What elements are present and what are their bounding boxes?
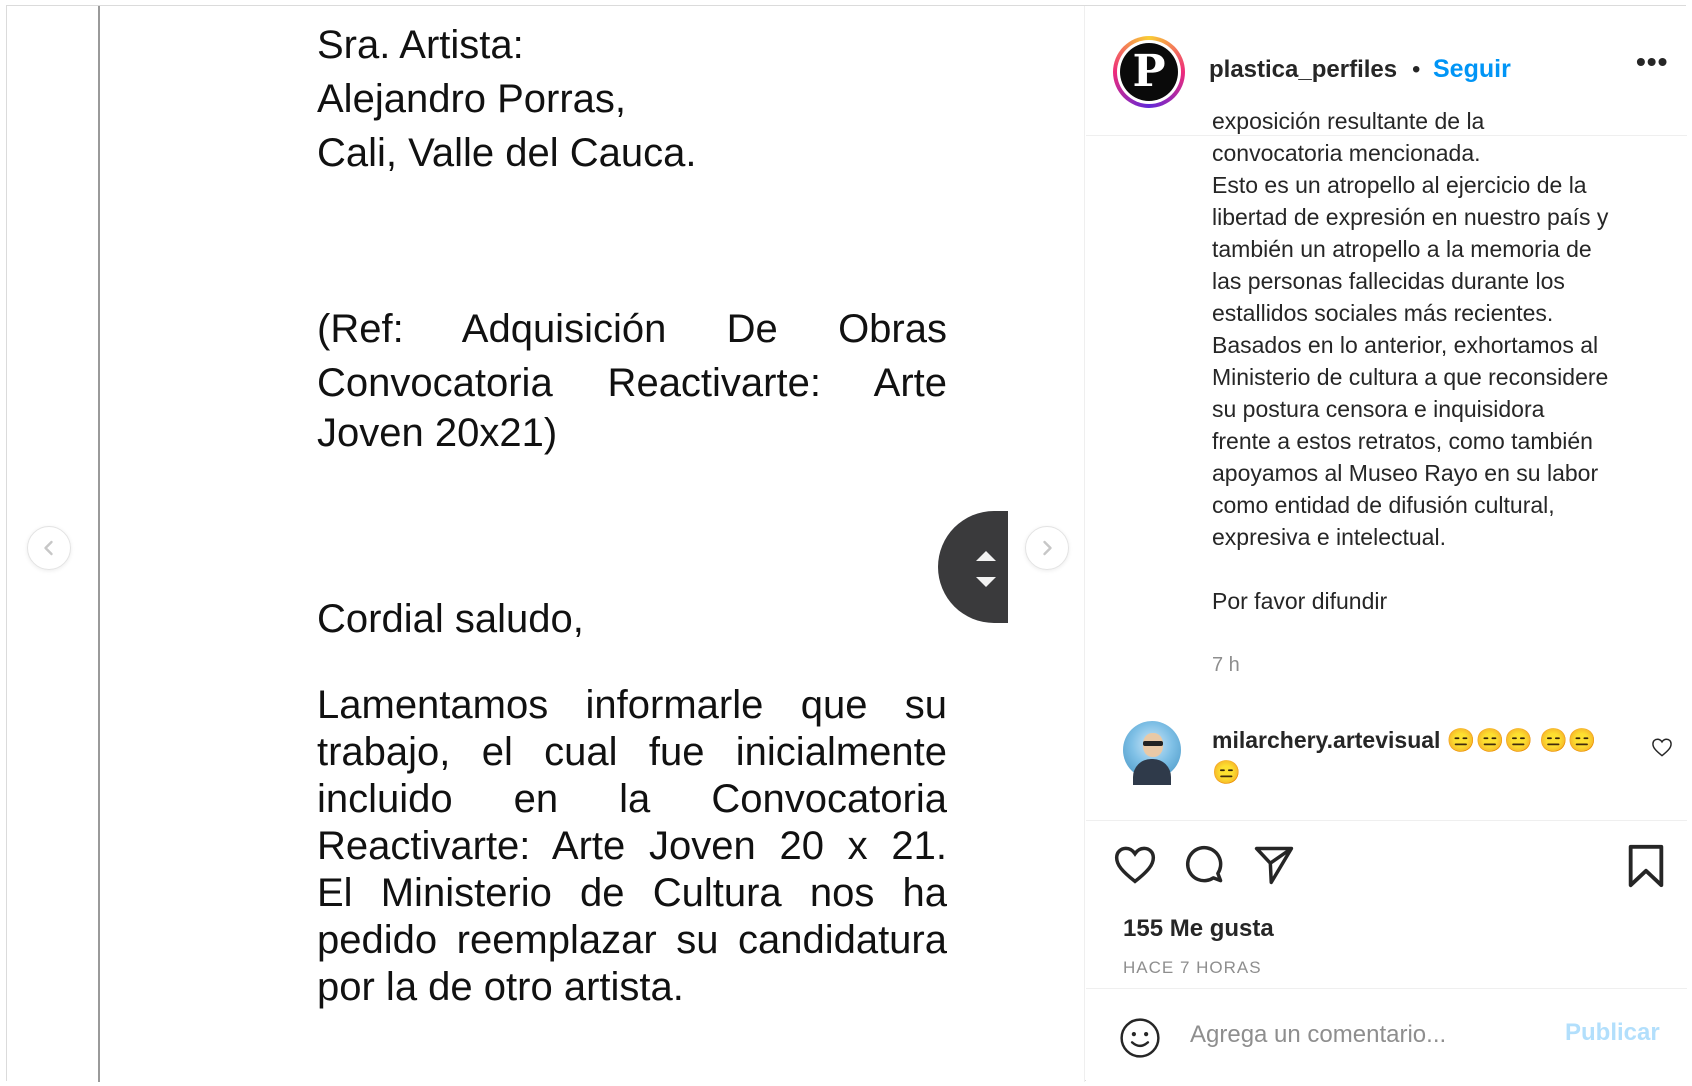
post-caption xyxy=(1212,105,1674,617)
caption-line: frente a estos retratos, como también xyxy=(1212,428,1593,454)
caption-line: convocatoria mencionada. xyxy=(1212,140,1481,166)
avatar-border xyxy=(1117,40,1181,104)
caption-line: libertad de expresión en nuestro país y xyxy=(1212,204,1609,230)
caption-line: también un atropello a la memoria de xyxy=(1212,236,1592,262)
likes-count[interactable]: 155 Me gusta xyxy=(1123,915,1274,942)
comments-area[interactable] xyxy=(1086,108,1687,820)
caption-line: exposición resultante de la xyxy=(1212,108,1485,134)
author-username[interactable]: plastica_perfiles xyxy=(1209,56,1398,83)
post-time-ago[interactable]: HACE 7 HORAS xyxy=(1123,958,1262,977)
bookmark-icon xyxy=(1626,843,1666,889)
caption-line: como entidad de difusión cultural, xyxy=(1212,492,1555,518)
letter-body-line: trabajo, el cual fue inicialmente xyxy=(317,730,947,774)
like-button[interactable] xyxy=(1113,843,1157,890)
letter-body-line: El Ministerio de Cultura nos ha xyxy=(317,871,947,915)
commenter-username[interactable]: milarchery.artevisual xyxy=(1212,727,1441,753)
post-media xyxy=(7,6,1085,1082)
comment-button[interactable] xyxy=(1183,843,1227,892)
post-dialog xyxy=(6,5,1686,1081)
comment-input[interactable] xyxy=(1190,1015,1550,1055)
smiley-icon xyxy=(1119,1017,1161,1059)
document-edge xyxy=(98,6,100,1082)
letter-address-line: Alejandro Porras, xyxy=(317,77,627,121)
caption-line: expresiva e intelectual. xyxy=(1212,524,1446,550)
letter-greeting: Cordial saludo, xyxy=(317,597,584,641)
caption-gap xyxy=(1212,553,1674,585)
more-options-icon[interactable]: ••• xyxy=(1636,46,1669,77)
letter-reference-line: Joven 20x21) xyxy=(317,411,558,455)
previous-slide-button[interactable] xyxy=(27,526,71,570)
caption-line: apoyamos al Museo Rayo en su labor xyxy=(1212,460,1599,486)
header-separator: • xyxy=(1412,56,1421,83)
add-comment-bar xyxy=(1086,988,1687,1082)
follow-button[interactable]: Seguir xyxy=(1433,55,1511,83)
scroll-up-icon[interactable] xyxy=(976,551,996,561)
document-letter xyxy=(317,18,947,1011)
caption-line: Esto es un atropello al ejercicio de la xyxy=(1212,172,1587,198)
chevron-left-icon xyxy=(40,539,58,557)
caption-line: Basados en lo anterior, exhortamos al xyxy=(1212,332,1599,358)
letter-body-line: Reactivarte: Arte Joven 20 x 21. xyxy=(317,824,947,868)
letter-body-line: incluido en la Convocatoria xyxy=(317,777,947,821)
caption-closing: Por favor difundir xyxy=(1212,588,1388,614)
letter-reference-line: Convocatoria Reactivarte: Arte xyxy=(317,361,947,405)
chevron-right-icon xyxy=(1038,539,1056,557)
paper-plane-icon xyxy=(1252,843,1296,887)
publish-button[interactable]: Publicar xyxy=(1565,1019,1660,1046)
caption-line: estallidos sociales más recientes. xyxy=(1212,300,1554,326)
letter-body-line: pedido reemplazar su candidatura xyxy=(317,918,947,962)
save-button[interactable] xyxy=(1626,843,1666,894)
letter-reference-line: (Ref: Adquisición De Obras xyxy=(317,307,947,351)
heart-icon xyxy=(1651,737,1673,757)
caption-line: Ministerio de cultura a que reconsidere xyxy=(1212,364,1609,390)
letter-address-line: Cali, Valle del Cauca. xyxy=(317,131,697,175)
emoji-picker-button[interactable] xyxy=(1119,1017,1161,1064)
commenter-avatar[interactable] xyxy=(1123,721,1181,779)
comment xyxy=(1212,724,1622,788)
share-button[interactable] xyxy=(1252,843,1296,892)
comment-text: 😑😑😑 😑😑 😑 xyxy=(1212,727,1597,785)
caption-line: las personas fallecidas durante los xyxy=(1212,268,1565,294)
document-scroll-control[interactable] xyxy=(938,511,1008,623)
avatar-glasses xyxy=(1143,741,1163,746)
letter-body-line: Lamentamos informarle que su xyxy=(317,683,947,727)
heart-icon xyxy=(1113,843,1157,885)
letter-body-line: por la de otro artista. xyxy=(317,965,684,1009)
letter-address-line: Sra. Artista: xyxy=(317,23,524,67)
comment-bubble-icon xyxy=(1183,843,1227,887)
next-slide-button[interactable] xyxy=(1025,526,1069,570)
author-avatar[interactable] xyxy=(1113,36,1185,108)
caption-line: su postura censora e inquisidora xyxy=(1212,396,1545,422)
scroll-down-icon[interactable] xyxy=(976,577,996,587)
avatar-shirt xyxy=(1133,759,1171,785)
comment-like-button[interactable] xyxy=(1651,737,1673,762)
avatar-letter: P xyxy=(1120,43,1178,101)
caption-timestamp[interactable]: 7 h xyxy=(1212,654,1240,676)
post-sidebar xyxy=(1086,6,1687,1082)
